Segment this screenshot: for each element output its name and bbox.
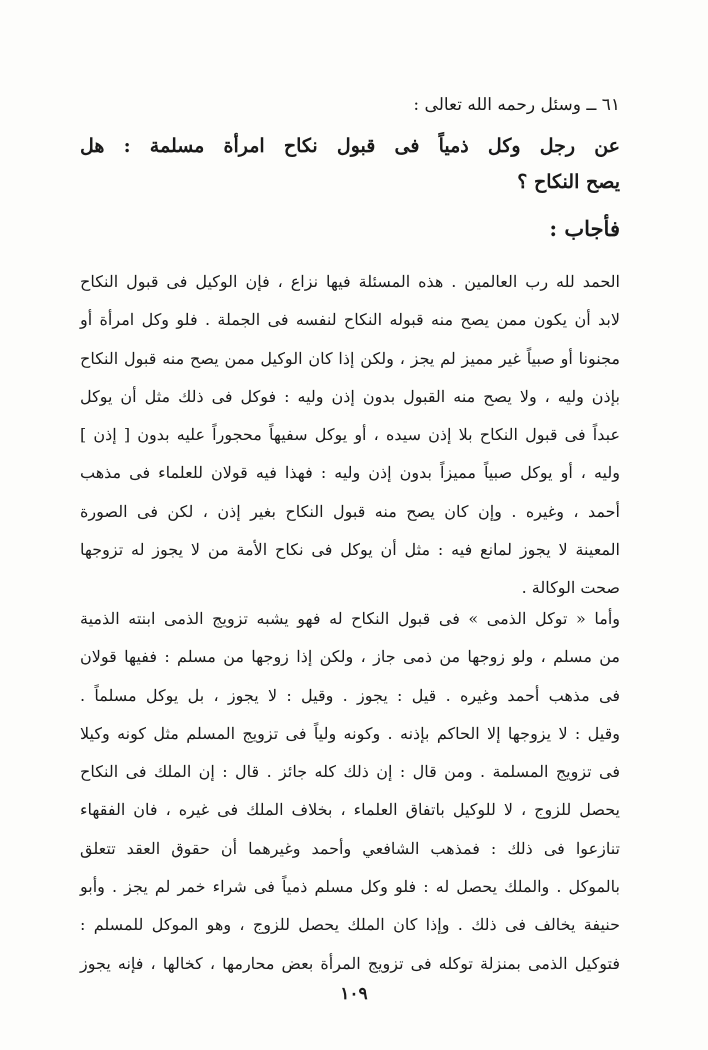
text-line: مجنونا أو صبياً غير مميز لم يجز ، ولكن إذا كان الوكيل ممن يصح منه قبول النكاح [80,348,620,368]
text-line: من مسلم ، ولو زوجها من ذمى جاز ، ولكن إذا زوجها من مسلم : ففيها قولان [80,647,620,667]
question-intro: ٦١ ــ وسئل رحمه الله تعالى : [413,95,620,115]
text-line: الحمد لله رب العالمين . هذه المسئلة فيها نزاع ، فإن الوكيل فى قبول النكاح [80,272,620,291]
text-line: أحمد ، وغيره . وإن كان يصح منه قبول النكاح بغير إذن ، لكن فى الصورة [80,501,620,521]
answer-paragraph-1 [80,263,620,608]
text-line: وأما « توكل الذمى » فى قبول النكاح له فهو يشبه تزويج الذمى ابنته الذمية [80,609,620,628]
text-line: حنيفة يخالف فى ذلك . وإذا كان الملك يحصل للزوج ، وهو الموكل للمسلم : [80,915,620,935]
text-line: يحصل للزوج ، لا للوكيل باتفاق العلماء ، بخلاف الملك فى غيره ، فان الفقهاء [80,800,620,820]
page-number: ١٠٩ [340,984,368,1004]
text-line: صحت الوكالة . [521,578,620,598]
text-line: وليه ، أو يوكل صبياً مميزاً بدون إذن وليه : فهذا فيه قولان للعلماء فى مذهب [80,463,620,483]
text-line: وقيل : لا يزوجها إلا الحاكم بإذنه . وكونه ولياً فى تزويج المسلم مثل كونه وكيلا [80,723,620,743]
text-line: المعينة لا يجوز لمانع فيه : مثل أن يوكل فى نكاح الأمة من لا يجوز له تزوجها [80,540,620,560]
text-line: بالموكل . والملك يحصل له : فلو وكل مسلم ذمياً فى شراء خمر لم يجز . وأبو [80,877,620,897]
text-line: فى تزويج المسلمة . ومن قال : إن ذلك كله جائز . قال : إن الملك فى النكاح [80,762,620,782]
text-line: فتوكيل الذمى بمنزلة توكله فى تزويج المرأة بعض محارمها ، كخالها ، فإنه يجوز [80,953,620,973]
text-line: فى مذهب أحمد وغيره . قيل : يجوز . وقيل : لا يجوز ، بل يوكل مسلماً . [80,685,620,705]
text-line: بإذن وليه ، ولا يصح منه القبول بدون إذن وليه : فوكل فى ذلك مثل أن يوكل [80,386,620,406]
text-line: عبداً فى قبول النكاح بلا إذن سيده ، أو يوكل سفيهاً محجوراً عليه بدون [ إذن ] [80,425,620,445]
text-line: لابد أن يكون ممن يصح منه قبوله النكاح لنفسه فى الجملة . فلو وكل امرأة أو [80,310,620,330]
text-line: تنازعوا فى ذلك : فمذهب الشافعي وأحمد وغيرهما أن حقوق العقد تتعلق [80,838,620,858]
question-title [80,128,620,200]
answer-paragraph-2 [80,600,620,983]
question-title-line: يصح النكاح ؟ [517,171,620,193]
answer-heading: فأجاب : [549,216,620,241]
question-title-line: عن رجل وكل ذمياً فى قبول نكاح امرأة مسلمة : هل [80,135,620,157]
